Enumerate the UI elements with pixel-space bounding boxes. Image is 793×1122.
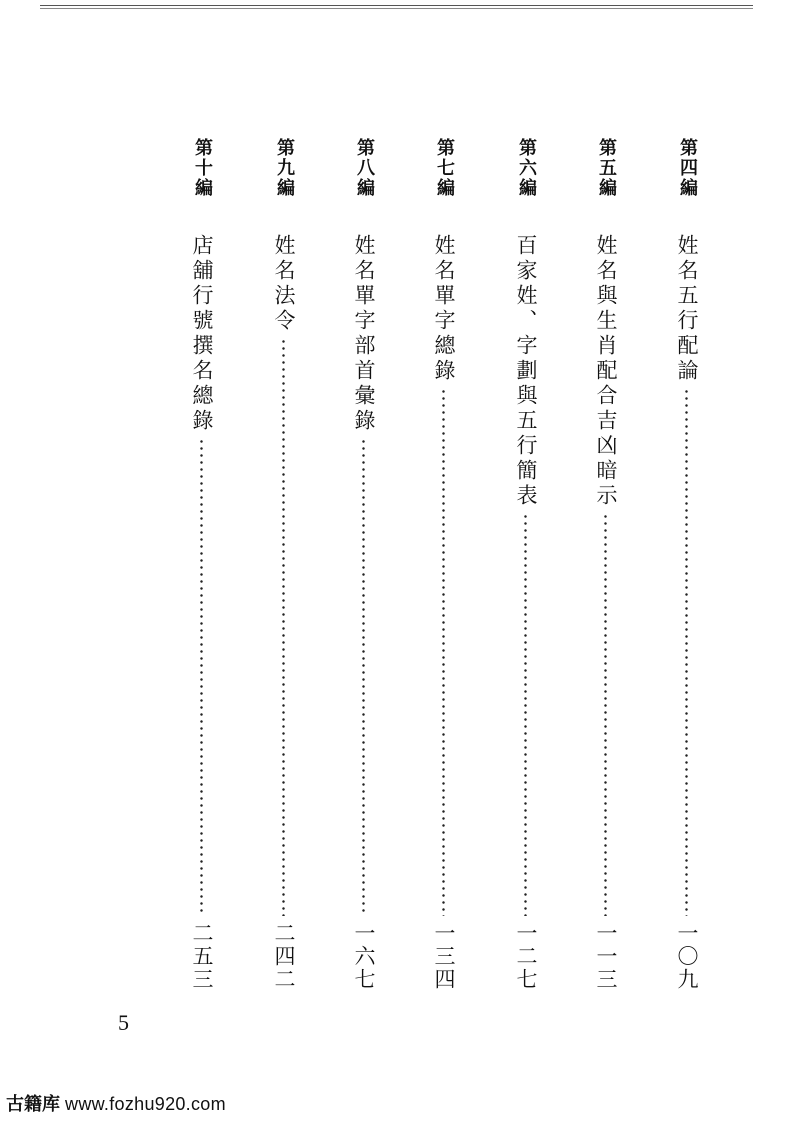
- toc-page: 一二七: [514, 922, 538, 991]
- toc-label: 第四編: [677, 138, 698, 198]
- toc-page: 二四二: [272, 922, 296, 991]
- toc-title: 姓名單字總錄: [432, 234, 456, 384]
- leader-dots: [604, 513, 607, 916]
- toc-label: 第八編: [354, 138, 375, 198]
- footer-site[interactable]: www.fozhu920.com: [65, 1094, 226, 1114]
- toc-page: 二五三: [190, 922, 214, 991]
- toc-title: 百家姓、字劃與五行簡表: [514, 234, 538, 509]
- toc-page: 一一三: [594, 922, 618, 991]
- toc-entry-six[interactable]: [512, 138, 540, 998]
- toc-entry-seven[interactable]: [430, 138, 458, 998]
- toc-page: 一〇九: [675, 922, 699, 991]
- leader-dots: [442, 388, 445, 916]
- footer-brand: 古籍库: [6, 1094, 60, 1114]
- leader-dots: [524, 513, 527, 916]
- toc-title: 姓名與生肖配合吉凶暗示: [594, 234, 618, 509]
- toc-entry-five[interactable]: [592, 138, 620, 998]
- toc-entry-nine[interactable]: [270, 138, 298, 998]
- toc-page: 一三四: [432, 922, 456, 991]
- page-number: 5: [118, 1010, 129, 1035]
- toc-entry-ten[interactable]: [188, 138, 216, 998]
- toc-title: 姓名五行配論: [675, 234, 699, 384]
- toc-entry-eight[interactable]: [350, 138, 378, 998]
- toc-title: 姓名單字部首彙錄: [352, 234, 376, 434]
- toc-title: 店舖行號撰名總錄: [190, 234, 214, 434]
- toc-label: 第五編: [596, 138, 617, 198]
- toc-label: 第七編: [434, 138, 455, 198]
- toc-label: 第十編: [192, 138, 213, 198]
- toc-label: 第六編: [516, 138, 537, 198]
- toc-label: 第九編: [274, 138, 295, 198]
- leader-dots: [685, 388, 688, 916]
- toc-page: 一六七: [352, 922, 376, 991]
- toc-entry-four[interactable]: [673, 138, 701, 998]
- leader-dots: [282, 338, 285, 916]
- toc-title: 姓名法令: [272, 234, 296, 334]
- leader-dots: [362, 438, 365, 916]
- leader-dots: [200, 438, 203, 916]
- watermark-footer: [6, 1090, 226, 1116]
